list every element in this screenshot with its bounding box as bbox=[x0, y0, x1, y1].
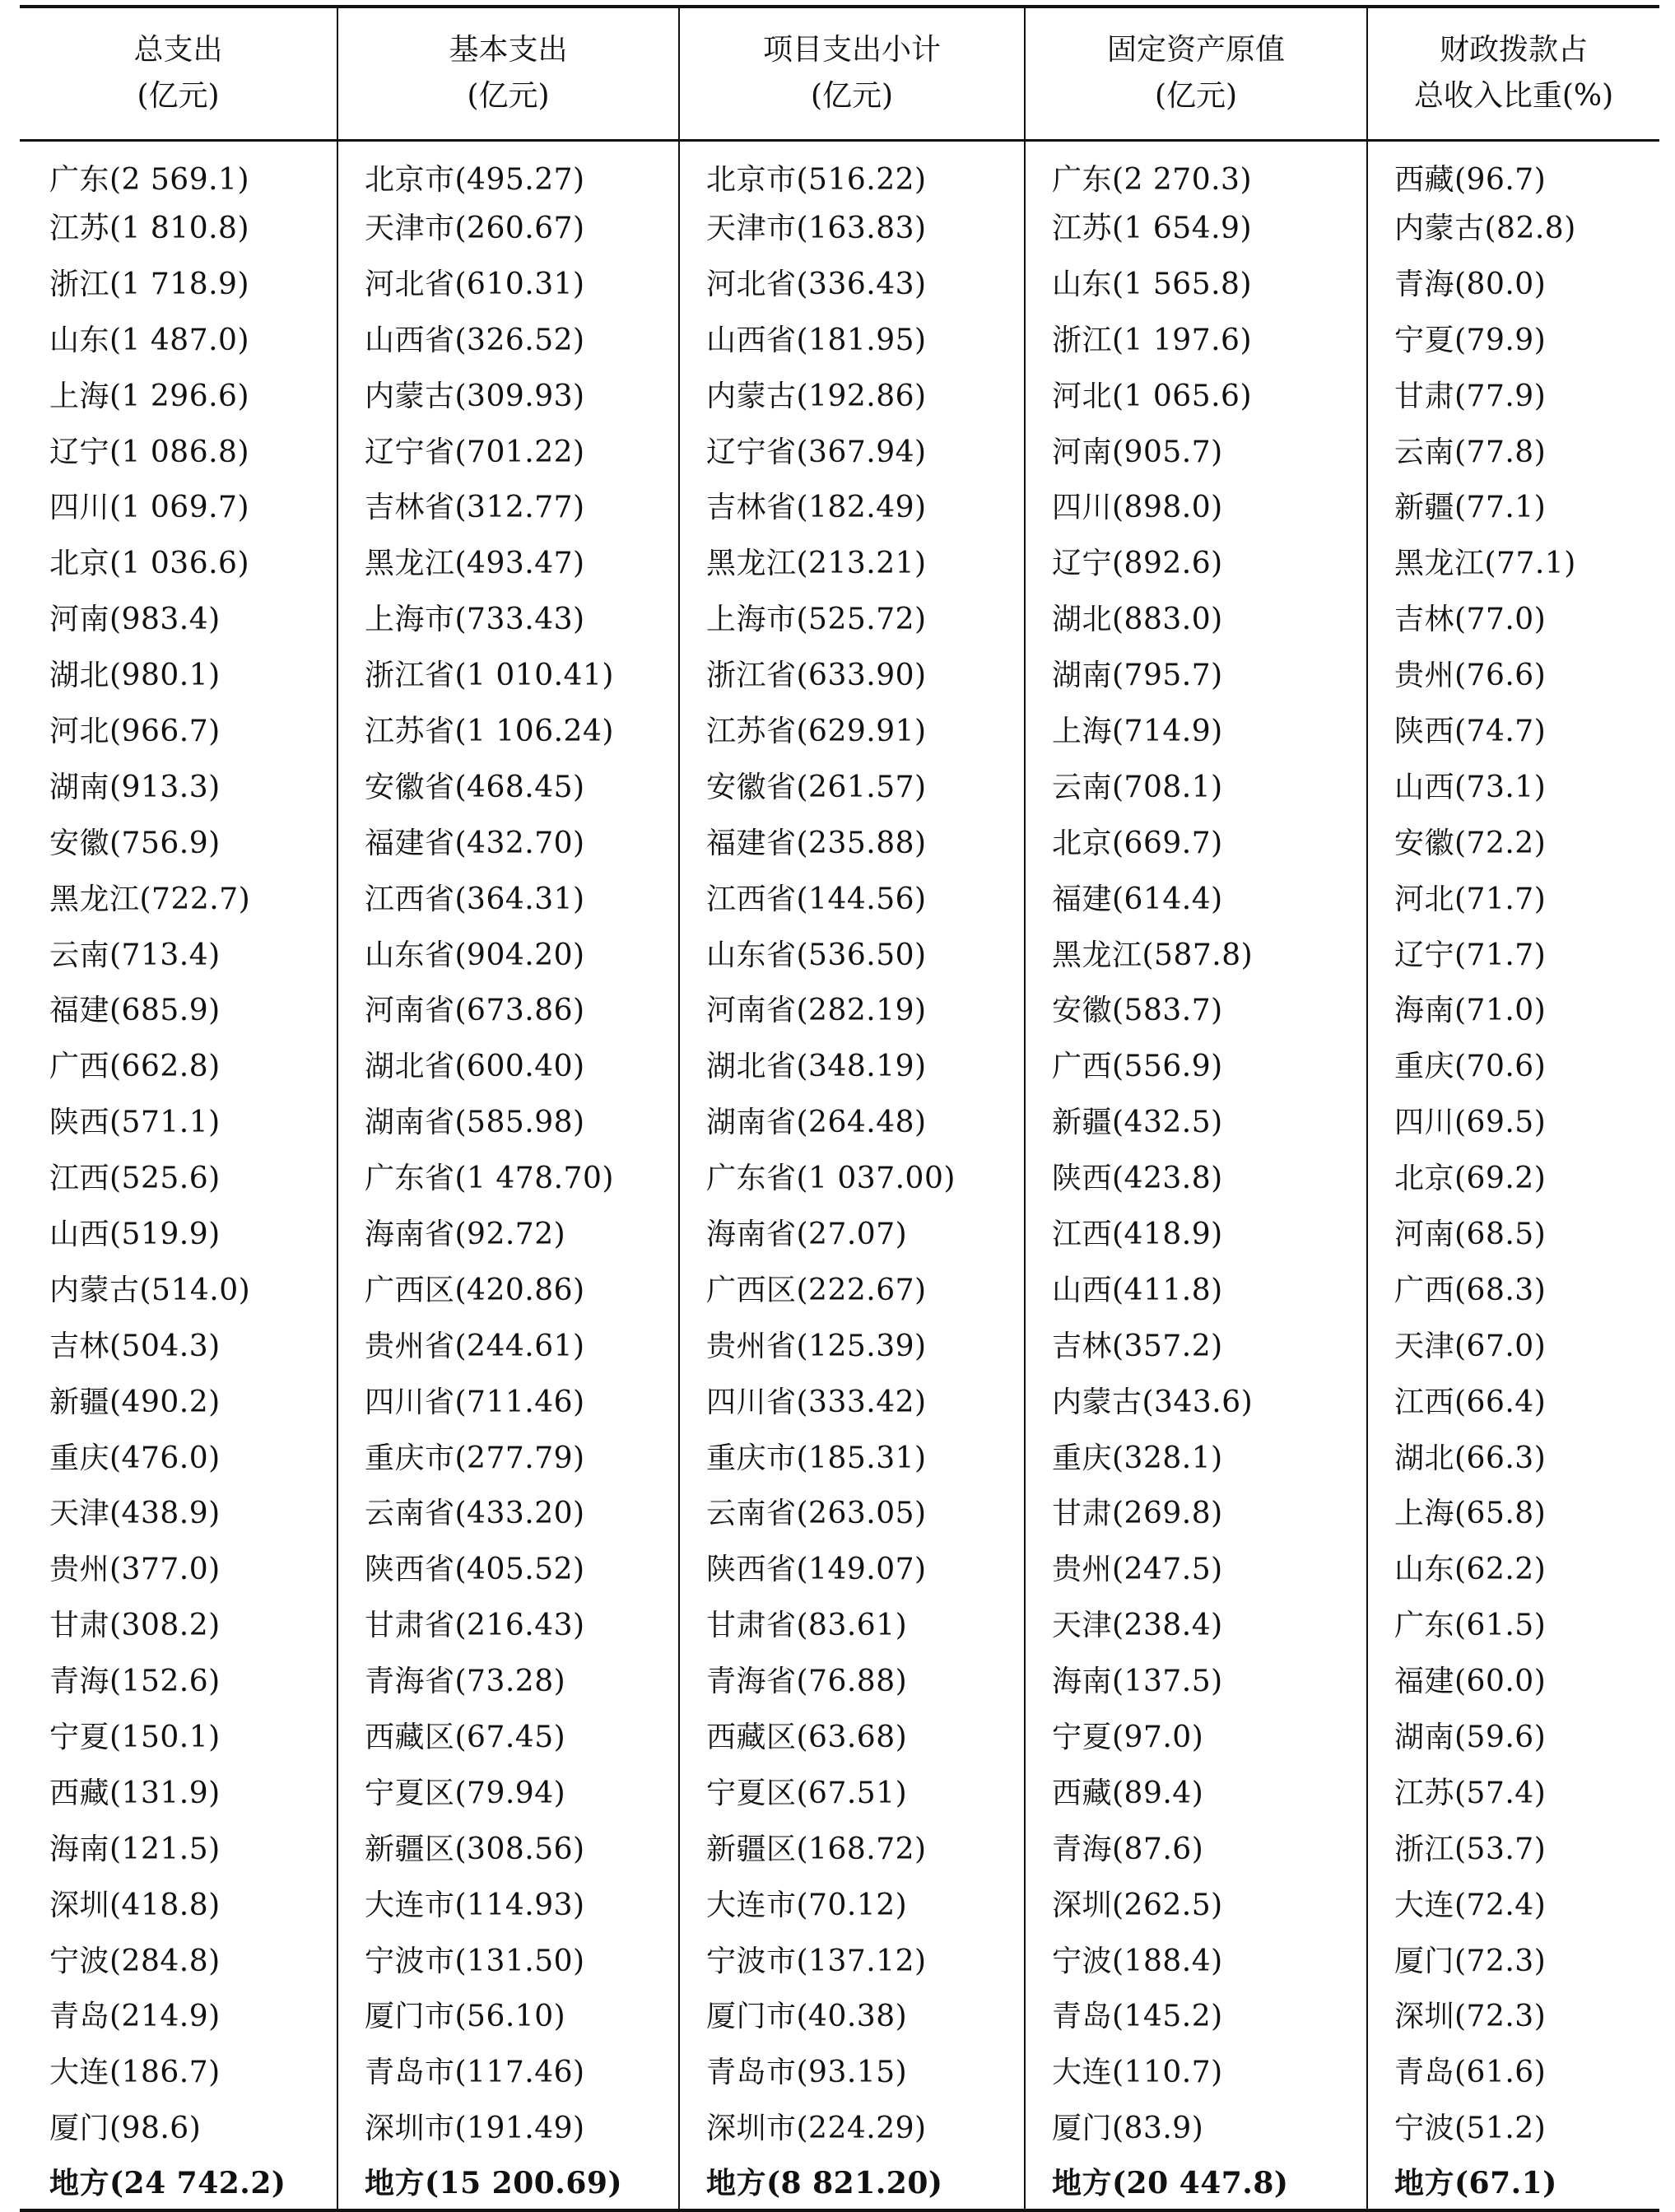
cell-fiscal-share: 安徽(72.2) bbox=[1367, 813, 1659, 869]
cell-basic-expenditure: 甘肃省(216.43) bbox=[337, 1595, 679, 1651]
cell-fixed-assets: 新疆(432.5) bbox=[1025, 1092, 1367, 1148]
table-row bbox=[20, 1483, 1659, 1539]
cell-fiscal-share: 天津(67.0) bbox=[1367, 1316, 1659, 1371]
cell-fixed-assets: 福建(614.4) bbox=[1025, 869, 1367, 924]
cell-basic-expenditure: 贵州省(244.61) bbox=[337, 1316, 679, 1371]
cell-fixed-assets: 北京(669.7) bbox=[1025, 813, 1367, 869]
cell-fixed-assets: 甘肃(269.8) bbox=[1025, 1483, 1367, 1539]
cell-fiscal-share: 四川(69.5) bbox=[1367, 1092, 1659, 1148]
header-unit: (亿元) bbox=[467, 79, 550, 114]
cell-basic-expenditure: 青海省(73.28) bbox=[337, 1651, 679, 1707]
cell-total-expenditure: 江苏(1 810.8) bbox=[49, 211, 249, 245]
table-row bbox=[20, 1036, 1659, 1092]
cell-fixed-assets: 宁波(188.4) bbox=[1025, 1930, 1367, 1986]
table-row bbox=[20, 198, 1659, 254]
cell-total-expenditure: 北京(1 036.6) bbox=[49, 547, 249, 581]
cell-project-expenditure: 海南省(27.07) bbox=[679, 1204, 1025, 1260]
cell-fixed-assets: 青海(87.6) bbox=[1025, 1818, 1367, 1874]
total-cell-fixed-assets: 地方(20 447.8) bbox=[1025, 2154, 1367, 2210]
cell-total-expenditure: 浙江(1 718.9) bbox=[49, 267, 249, 301]
cell-project-expenditure: 福建省(235.88) bbox=[679, 813, 1025, 869]
cell-project-expenditure: 西藏区(63.68) bbox=[679, 1707, 1025, 1763]
cell-project-expenditure: 宁夏区(67.51) bbox=[679, 1763, 1025, 1818]
cell-project-expenditure: 大连市(70.12) bbox=[679, 1874, 1025, 1930]
table-row bbox=[20, 869, 1659, 924]
table-row bbox=[20, 1316, 1659, 1371]
cell-fiscal-share: 西藏(96.7) bbox=[1367, 140, 1659, 198]
cell-project-expenditure: 江西省(144.56) bbox=[679, 869, 1025, 924]
cell-fiscal-share: 大连(72.4) bbox=[1367, 1874, 1659, 1930]
cell-total-expenditure: 安徽(756.9) bbox=[49, 826, 221, 860]
table-row bbox=[20, 1539, 1659, 1595]
cell-fiscal-share: 青海(80.0) bbox=[1367, 254, 1659, 310]
cell-basic-expenditure: 宁夏区(79.94) bbox=[337, 1763, 679, 1818]
table-row bbox=[20, 1818, 1659, 1874]
cell-fiscal-share: 江苏(57.4) bbox=[1367, 1763, 1659, 1818]
table-row bbox=[20, 1874, 1659, 1930]
table-row bbox=[20, 1651, 1659, 1707]
cell-fixed-assets: 河北(1 065.6) bbox=[1025, 366, 1367, 421]
cell-total-expenditure: 江西(525.6) bbox=[49, 1162, 221, 1196]
cell-basic-expenditure: 青岛市(117.46) bbox=[337, 2042, 679, 2098]
cell-fixed-assets: 四川(898.0) bbox=[1025, 477, 1367, 533]
cell-basic-expenditure: 吉林省(312.77) bbox=[337, 477, 679, 533]
header-fixed-assets bbox=[1025, 7, 1367, 140]
cell-total-expenditure: 山东(1 487.0) bbox=[49, 323, 249, 357]
total-cell-basic-expenditure: 地方(15 200.69) bbox=[337, 2154, 679, 2210]
table-row bbox=[20, 1204, 1659, 1260]
cell-total-expenditure: 陕西(571.1) bbox=[49, 1106, 221, 1140]
cell-total-expenditure: 湖北(980.1) bbox=[49, 659, 221, 693]
cell-basic-expenditure: 湖北省(600.40) bbox=[337, 1036, 679, 1092]
table-row bbox=[20, 1371, 1659, 1427]
cell-fiscal-share: 深圳(72.3) bbox=[1367, 1986, 1659, 2042]
cell-project-expenditure: 河北省(336.43) bbox=[679, 254, 1025, 310]
cell-fiscal-share: 山西(73.1) bbox=[1367, 757, 1659, 813]
total-cell-total-expenditure: 地方(24 742.2) bbox=[20, 2154, 337, 2210]
cell-basic-expenditure: 西藏区(67.45) bbox=[337, 1707, 679, 1763]
cell-total-expenditure: 福建(685.9) bbox=[49, 994, 221, 1028]
cell-fiscal-share: 海南(71.0) bbox=[1367, 980, 1659, 1036]
cell-total-expenditure: 重庆(476.0) bbox=[49, 1441, 221, 1475]
cell-fixed-assets: 天津(238.4) bbox=[1025, 1595, 1367, 1651]
cell-total-expenditure: 内蒙古(514.0) bbox=[49, 1273, 251, 1307]
cell-fiscal-share: 贵州(76.6) bbox=[1367, 645, 1659, 701]
header-label: 项目支出小计 bbox=[762, 33, 941, 68]
cell-total-expenditure: 吉林(504.3) bbox=[49, 1329, 221, 1363]
cell-basic-expenditure: 大连市(114.93) bbox=[337, 1874, 679, 1930]
cell-fixed-assets: 安徽(583.7) bbox=[1025, 980, 1367, 1036]
table-row bbox=[20, 1707, 1659, 1763]
cell-basic-expenditure: 厦门市(56.10) bbox=[337, 1986, 679, 2042]
cell-total-expenditure: 贵州(377.0) bbox=[49, 1553, 221, 1587]
cell-project-expenditure: 辽宁省(367.94) bbox=[679, 421, 1025, 477]
header-label: 固定资产原值 bbox=[1106, 33, 1285, 68]
cell-fixed-assets: 吉林(357.2) bbox=[1025, 1316, 1367, 1371]
cell-project-expenditure: 四川省(333.42) bbox=[679, 1371, 1025, 1427]
cell-project-expenditure: 安徽省(261.57) bbox=[679, 757, 1025, 813]
total-cell-fiscal-share: 地方(67.1) bbox=[1367, 2154, 1659, 2210]
cell-project-expenditure: 天津市(163.83) bbox=[679, 198, 1025, 254]
table-row bbox=[20, 310, 1659, 366]
cell-total-expenditure: 河南(983.4) bbox=[49, 603, 221, 637]
table-row bbox=[20, 589, 1659, 645]
cell-fixed-assets: 内蒙古(343.6) bbox=[1025, 1371, 1367, 1427]
cell-fiscal-share: 广东(61.5) bbox=[1367, 1595, 1659, 1651]
table-row bbox=[20, 421, 1659, 477]
table-row bbox=[20, 2042, 1659, 2098]
cell-total-expenditure: 西藏(131.9) bbox=[49, 1776, 221, 1810]
cell-fiscal-share: 浙江(53.7) bbox=[1367, 1818, 1659, 1874]
cell-project-expenditure: 云南省(263.05) bbox=[679, 1483, 1025, 1539]
cell-fixed-assets: 湖南(795.7) bbox=[1025, 645, 1367, 701]
table-row bbox=[20, 477, 1659, 533]
table-row bbox=[20, 140, 1659, 198]
cell-fiscal-share: 宁波(51.2) bbox=[1367, 2098, 1659, 2154]
table-row bbox=[20, 366, 1659, 421]
cell-fiscal-share: 福建(60.0) bbox=[1367, 1651, 1659, 1707]
cell-project-expenditure: 湖南省(264.48) bbox=[679, 1092, 1025, 1148]
cell-basic-expenditure: 天津市(260.67) bbox=[337, 198, 679, 254]
table-row bbox=[20, 1260, 1659, 1316]
cell-basic-expenditure: 黑龙江(493.47) bbox=[337, 533, 679, 589]
table-body bbox=[20, 140, 1659, 2210]
cell-project-expenditure: 吉林省(182.49) bbox=[679, 477, 1025, 533]
cell-fixed-assets: 浙江(1 197.6) bbox=[1025, 310, 1367, 366]
cell-project-expenditure: 广东省(1 037.00) bbox=[679, 1148, 1025, 1204]
cell-fixed-assets: 宁夏(97.0) bbox=[1025, 1707, 1367, 1763]
cell-basic-expenditure: 辽宁省(701.22) bbox=[337, 421, 679, 477]
cell-basic-expenditure: 江西省(364.31) bbox=[337, 869, 679, 924]
cell-total-expenditure: 湖南(913.3) bbox=[49, 770, 221, 804]
cell-basic-expenditure: 重庆市(277.79) bbox=[337, 1427, 679, 1483]
cell-project-expenditure: 深圳市(224.29) bbox=[679, 2098, 1025, 2154]
cell-total-expenditure: 大连(186.7) bbox=[49, 2056, 221, 2090]
table-row bbox=[20, 1763, 1659, 1818]
cell-fiscal-share: 湖北(66.3) bbox=[1367, 1427, 1659, 1483]
cell-fiscal-share: 内蒙古(82.8) bbox=[1367, 198, 1659, 254]
cell-basic-expenditure: 四川省(711.46) bbox=[337, 1371, 679, 1427]
expenditure-ranking-table bbox=[20, 5, 1659, 2212]
cell-project-expenditure: 广西区(222.67) bbox=[679, 1260, 1025, 1316]
cell-fiscal-share: 山东(62.2) bbox=[1367, 1539, 1659, 1595]
cell-fiscal-share: 广西(68.3) bbox=[1367, 1260, 1659, 1316]
table-row bbox=[20, 1092, 1659, 1148]
cell-fixed-assets: 湖北(883.0) bbox=[1025, 589, 1367, 645]
cell-fixed-assets: 陕西(423.8) bbox=[1025, 1148, 1367, 1204]
header-unit: (亿元) bbox=[137, 79, 220, 114]
cell-basic-expenditure: 内蒙古(309.93) bbox=[337, 366, 679, 421]
cell-total-expenditure: 深圳(418.8) bbox=[49, 1888, 221, 1922]
cell-total-expenditure: 宁夏(150.1) bbox=[49, 1720, 221, 1754]
cell-fiscal-share: 重庆(70.6) bbox=[1367, 1036, 1659, 1092]
cell-total-expenditure: 甘肃(308.2) bbox=[49, 1609, 221, 1643]
cell-fixed-assets: 山西(411.8) bbox=[1025, 1260, 1367, 1316]
cell-project-expenditure: 浙江省(633.90) bbox=[679, 645, 1025, 701]
cell-basic-expenditure: 广西区(420.86) bbox=[337, 1260, 679, 1316]
cell-fixed-assets: 广西(556.9) bbox=[1025, 1036, 1367, 1092]
table-row bbox=[20, 1148, 1659, 1204]
cell-fixed-assets: 江苏(1 654.9) bbox=[1025, 198, 1367, 254]
cell-project-expenditure: 重庆市(185.31) bbox=[679, 1427, 1025, 1483]
cell-basic-expenditure: 广东省(1 478.70) bbox=[337, 1148, 679, 1204]
table-row bbox=[20, 1986, 1659, 2042]
cell-basic-expenditure: 福建省(432.70) bbox=[337, 813, 679, 869]
cell-fixed-assets: 贵州(247.5) bbox=[1025, 1539, 1367, 1595]
cell-fixed-assets: 山东(1 565.8) bbox=[1025, 254, 1367, 310]
cell-fixed-assets: 广东(2 270.3) bbox=[1025, 140, 1367, 198]
cell-fixed-assets: 上海(714.9) bbox=[1025, 701, 1367, 757]
table-header bbox=[20, 7, 1659, 140]
cell-basic-expenditure: 河北省(610.31) bbox=[337, 254, 679, 310]
cell-project-expenditure: 江苏省(629.91) bbox=[679, 701, 1025, 757]
cell-project-expenditure: 甘肃省(83.61) bbox=[679, 1595, 1025, 1651]
cell-fixed-assets: 青岛(145.2) bbox=[1025, 1986, 1367, 2042]
cell-fixed-assets: 重庆(328.1) bbox=[1025, 1427, 1367, 1483]
header-total-expenditure bbox=[20, 7, 337, 140]
cell-basic-expenditure: 陕西省(405.52) bbox=[337, 1539, 679, 1595]
cell-basic-expenditure: 云南省(433.20) bbox=[337, 1483, 679, 1539]
cell-total-expenditure: 广东(2 569.1) bbox=[49, 162, 249, 197]
cell-total-expenditure: 云南(713.4) bbox=[49, 938, 221, 972]
cell-project-expenditure: 内蒙古(192.86) bbox=[679, 366, 1025, 421]
cell-fixed-assets: 西藏(89.4) bbox=[1025, 1763, 1367, 1818]
cell-total-expenditure: 四川(1 069.7) bbox=[49, 491, 249, 525]
cell-project-expenditure: 湖北省(348.19) bbox=[679, 1036, 1025, 1092]
cell-project-expenditure: 上海市(525.72) bbox=[679, 589, 1025, 645]
cell-basic-expenditure: 河南省(673.86) bbox=[337, 980, 679, 1036]
cell-total-expenditure: 天津(438.9) bbox=[49, 1497, 221, 1531]
cell-fixed-assets: 云南(708.1) bbox=[1025, 757, 1367, 813]
table-row bbox=[20, 2098, 1659, 2154]
cell-total-expenditure: 上海(1 296.6) bbox=[49, 379, 249, 413]
cell-basic-expenditure: 安徽省(468.45) bbox=[337, 757, 679, 813]
cell-fixed-assets: 厦门(83.9) bbox=[1025, 2098, 1367, 2154]
header-label: 总支出 bbox=[133, 33, 223, 68]
table-row bbox=[20, 1427, 1659, 1483]
cell-project-expenditure: 新疆区(168.72) bbox=[679, 1818, 1025, 1874]
cell-total-expenditure: 黑龙江(722.7) bbox=[49, 882, 251, 916]
table-row bbox=[20, 1930, 1659, 1986]
cell-fiscal-share: 青岛(61.6) bbox=[1367, 2042, 1659, 2098]
cell-basic-expenditure: 北京市(495.27) bbox=[337, 140, 679, 198]
header-project-expenditure bbox=[679, 7, 1025, 140]
header-basic-expenditure bbox=[337, 7, 679, 140]
cell-total-expenditure: 厦门(98.6) bbox=[49, 2112, 202, 2146]
cell-total-expenditure: 辽宁(1 086.8) bbox=[49, 435, 249, 469]
cell-fiscal-share: 辽宁(71.7) bbox=[1367, 924, 1659, 980]
cell-fiscal-share: 新疆(77.1) bbox=[1367, 477, 1659, 533]
table-row bbox=[20, 645, 1659, 701]
cell-project-expenditure: 青岛市(93.15) bbox=[679, 2042, 1025, 2098]
cell-basic-expenditure: 深圳市(191.49) bbox=[337, 2098, 679, 2154]
cell-total-expenditure: 海南(121.5) bbox=[49, 1832, 221, 1866]
cell-basic-expenditure: 江苏省(1 106.24) bbox=[337, 701, 679, 757]
cell-fixed-assets: 河南(905.7) bbox=[1025, 421, 1367, 477]
cell-fiscal-share: 江西(66.4) bbox=[1367, 1371, 1659, 1427]
cell-total-expenditure: 河北(966.7) bbox=[49, 714, 221, 748]
cell-total-expenditure: 青岛(214.9) bbox=[49, 2000, 221, 2034]
cell-basic-expenditure: 上海市(733.43) bbox=[337, 589, 679, 645]
cell-project-expenditure: 山东省(536.50) bbox=[679, 924, 1025, 980]
header-unit: (亿元) bbox=[810, 79, 894, 114]
table-row bbox=[20, 757, 1659, 813]
table-row bbox=[20, 254, 1659, 310]
table-row bbox=[20, 813, 1659, 869]
cell-fiscal-share: 黑龙江(77.1) bbox=[1367, 533, 1659, 589]
cell-project-expenditure: 青海省(76.88) bbox=[679, 1651, 1025, 1707]
total-row bbox=[20, 2154, 1659, 2210]
cell-fixed-assets: 大连(110.7) bbox=[1025, 2042, 1367, 2098]
cell-project-expenditure: 贵州省(125.39) bbox=[679, 1316, 1025, 1371]
cell-fiscal-share: 厦门(72.3) bbox=[1367, 1930, 1659, 1986]
header-label: 财政拨款占 bbox=[1439, 33, 1588, 68]
cell-fiscal-share: 河南(68.5) bbox=[1367, 1204, 1659, 1260]
cell-basic-expenditure: 浙江省(1 010.41) bbox=[337, 645, 679, 701]
cell-fixed-assets: 深圳(262.5) bbox=[1025, 1874, 1367, 1930]
total-cell-project-expenditure: 地方(8 821.20) bbox=[679, 2154, 1025, 2210]
cell-project-expenditure: 北京市(516.22) bbox=[679, 140, 1025, 198]
cell-basic-expenditure: 新疆区(308.56) bbox=[337, 1818, 679, 1874]
cell-fiscal-share: 北京(69.2) bbox=[1367, 1148, 1659, 1204]
cell-fixed-assets: 海南(137.5) bbox=[1025, 1651, 1367, 1707]
cell-fixed-assets: 辽宁(892.6) bbox=[1025, 533, 1367, 589]
cell-total-expenditure: 新疆(490.2) bbox=[49, 1385, 221, 1419]
table-row bbox=[20, 1595, 1659, 1651]
cell-project-expenditure: 陕西省(149.07) bbox=[679, 1539, 1025, 1595]
cell-fixed-assets: 黑龙江(587.8) bbox=[1025, 924, 1367, 980]
cell-fixed-assets: 江西(418.9) bbox=[1025, 1204, 1367, 1260]
cell-total-expenditure: 广西(662.8) bbox=[49, 1050, 221, 1084]
cell-total-expenditure: 山西(519.9) bbox=[49, 1217, 221, 1251]
cell-project-expenditure: 厦门市(40.38) bbox=[679, 1986, 1025, 2042]
table-row bbox=[20, 924, 1659, 980]
table-row bbox=[20, 980, 1659, 1036]
cell-project-expenditure: 黑龙江(213.21) bbox=[679, 533, 1025, 589]
cell-fiscal-share: 甘肃(77.9) bbox=[1367, 366, 1659, 421]
header-unit: 总收入比重(%) bbox=[1413, 79, 1614, 114]
header-fiscal-share bbox=[1367, 7, 1659, 140]
cell-basic-expenditure: 山东省(904.20) bbox=[337, 924, 679, 980]
cell-project-expenditure: 山西省(181.95) bbox=[679, 310, 1025, 366]
cell-fiscal-share: 陕西(74.7) bbox=[1367, 701, 1659, 757]
cell-fiscal-share: 云南(77.8) bbox=[1367, 421, 1659, 477]
header-unit: (亿元) bbox=[1154, 79, 1238, 114]
cell-fiscal-share: 河北(71.7) bbox=[1367, 869, 1659, 924]
cell-total-expenditure: 宁波(284.8) bbox=[49, 1944, 221, 1978]
table-row bbox=[20, 701, 1659, 757]
header-row bbox=[20, 7, 1659, 140]
cell-fiscal-share: 宁夏(79.9) bbox=[1367, 310, 1659, 366]
table-row bbox=[20, 533, 1659, 589]
cell-basic-expenditure: 山西省(326.52) bbox=[337, 310, 679, 366]
cell-basic-expenditure: 宁波市(131.50) bbox=[337, 1930, 679, 1986]
cell-fiscal-share: 上海(65.8) bbox=[1367, 1483, 1659, 1539]
cell-project-expenditure: 宁波市(137.12) bbox=[679, 1930, 1025, 1986]
cell-total-expenditure: 青海(152.6) bbox=[49, 1665, 221, 1699]
cell-basic-expenditure: 海南省(92.72) bbox=[337, 1204, 679, 1260]
cell-project-expenditure: 河南省(282.19) bbox=[679, 980, 1025, 1036]
cell-fiscal-share: 吉林(77.0) bbox=[1367, 589, 1659, 645]
cell-basic-expenditure: 湖南省(585.98) bbox=[337, 1092, 679, 1148]
cell-fiscal-share: 湖南(59.6) bbox=[1367, 1707, 1659, 1763]
header-label: 基本支出 bbox=[449, 33, 568, 68]
